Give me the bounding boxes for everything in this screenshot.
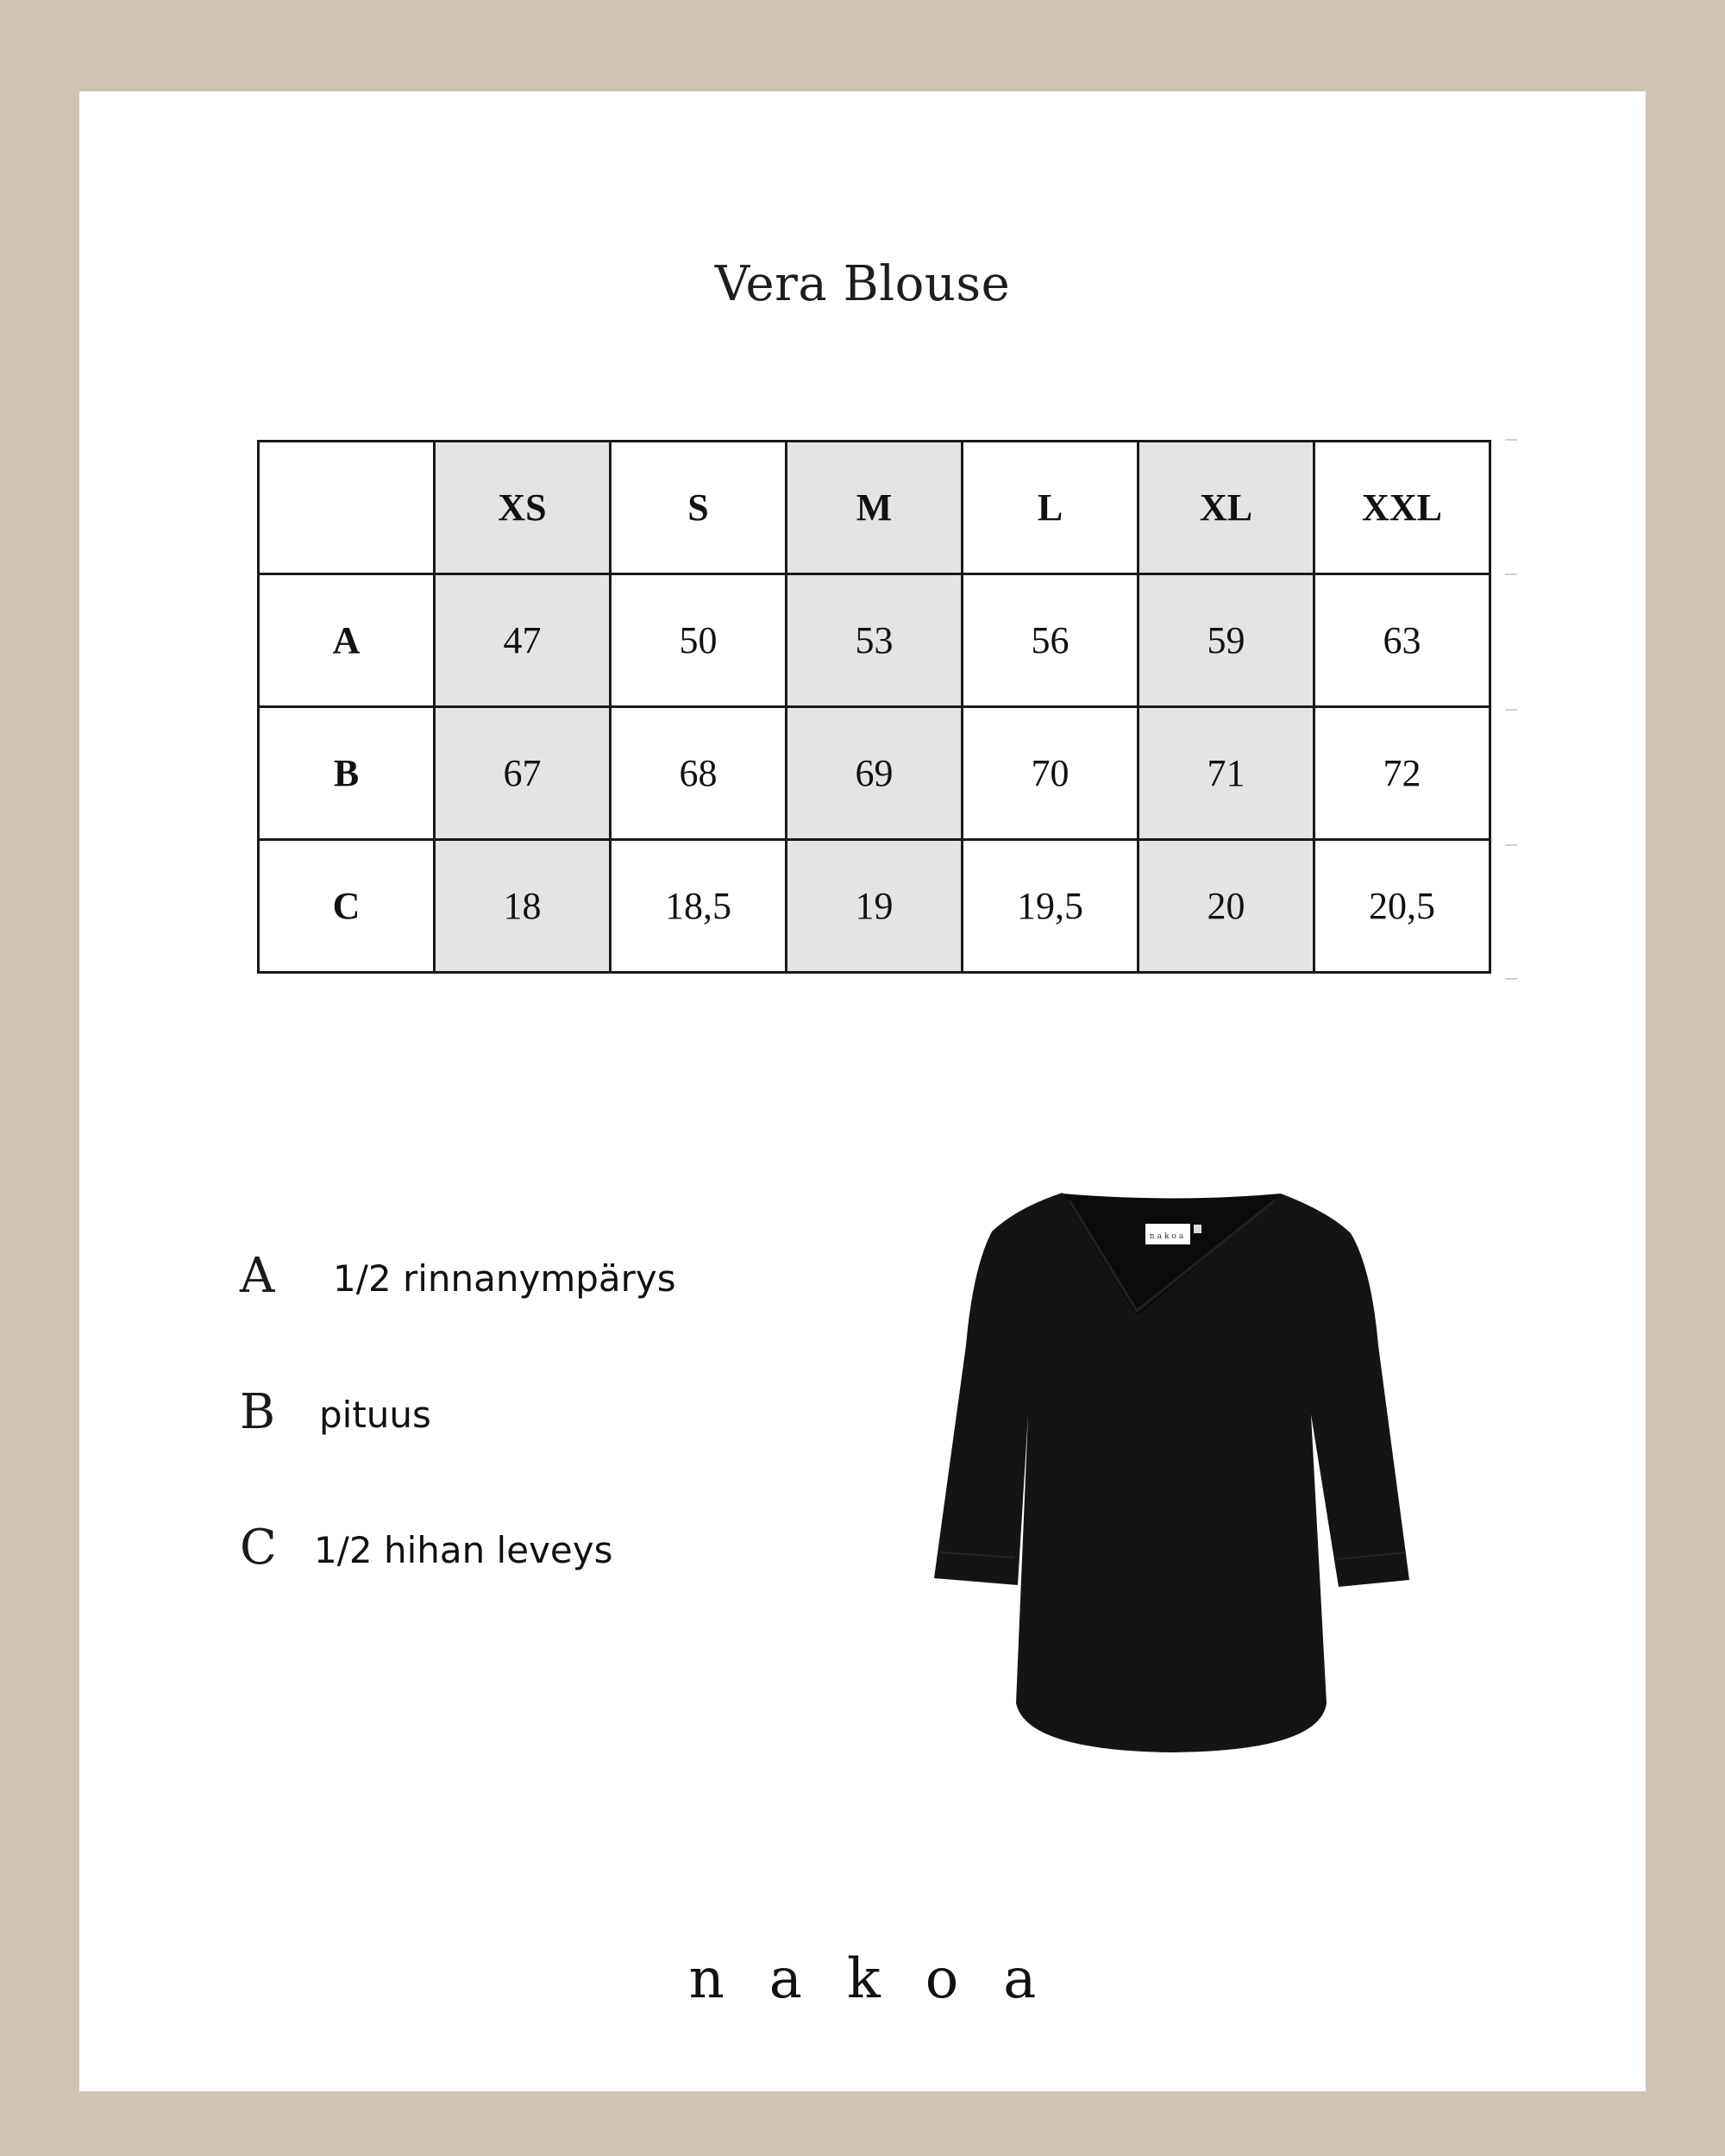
table-cell: 50	[611, 574, 787, 707]
table-header-s: S	[611, 442, 787, 574]
blouse-product-image	[914, 1181, 1432, 1768]
table-cell: 18	[435, 840, 611, 973]
content-panel	[79, 91, 1646, 2091]
table-cell: 70	[963, 707, 1138, 840]
legend-letter: B	[240, 1384, 276, 1440]
table-cell: 63	[1314, 574, 1490, 707]
table-ghost-line	[1505, 439, 1517, 441]
row-label: C	[259, 840, 435, 973]
table-cell: 67	[435, 707, 611, 840]
row-label: B	[259, 707, 435, 840]
legend-text: 1/2 rinnanympärys	[333, 1257, 676, 1300]
legend-text: 1/2 hihan leveys	[314, 1529, 613, 1571]
page-title: Vera Blouse	[714, 256, 1011, 312]
legend-text: pituus	[319, 1394, 431, 1436]
table-cell: 69	[787, 707, 963, 840]
table-ghost-line	[1505, 844, 1517, 846]
legend-letter: A	[240, 1248, 275, 1304]
table-cell: 47	[435, 574, 611, 707]
table-header-xs: XS	[435, 442, 611, 574]
table-row	[259, 707, 1490, 840]
row-label: A	[259, 574, 435, 707]
table-header-row	[259, 442, 1490, 574]
table-cell: 72	[1314, 707, 1490, 840]
garment-label-text: nakoa	[1149, 1232, 1187, 1241]
table-header-m: M	[787, 442, 963, 574]
brand-logo: nakoa	[688, 1947, 1082, 2011]
table-cell: 19,5	[963, 840, 1138, 973]
legend-letter: C	[240, 1520, 277, 1576]
table-cell: 71	[1138, 707, 1314, 840]
table-cell: 56	[963, 574, 1138, 707]
table-row	[259, 574, 1490, 707]
table-header-xxl: XXL	[1314, 442, 1490, 574]
table-cell: 68	[611, 707, 787, 840]
table-cell: 18,5	[611, 840, 787, 973]
table-ghost-line	[1505, 978, 1517, 980]
table-row	[259, 840, 1490, 973]
table-cell: 20,5	[1314, 840, 1490, 973]
size-chart-table	[257, 440, 1491, 974]
table-ghost-line	[1505, 709, 1517, 711]
table-cell: 53	[787, 574, 963, 707]
table-header-empty	[259, 442, 435, 574]
size-tag-icon	[1194, 1225, 1201, 1233]
table-header-l: L	[963, 442, 1138, 574]
table-cell: 20	[1138, 840, 1314, 973]
table-cell: 59	[1138, 574, 1314, 707]
table-ghost-line	[1505, 573, 1517, 575]
table-header-xl: XL	[1138, 442, 1314, 574]
table-cell: 19	[787, 840, 963, 973]
